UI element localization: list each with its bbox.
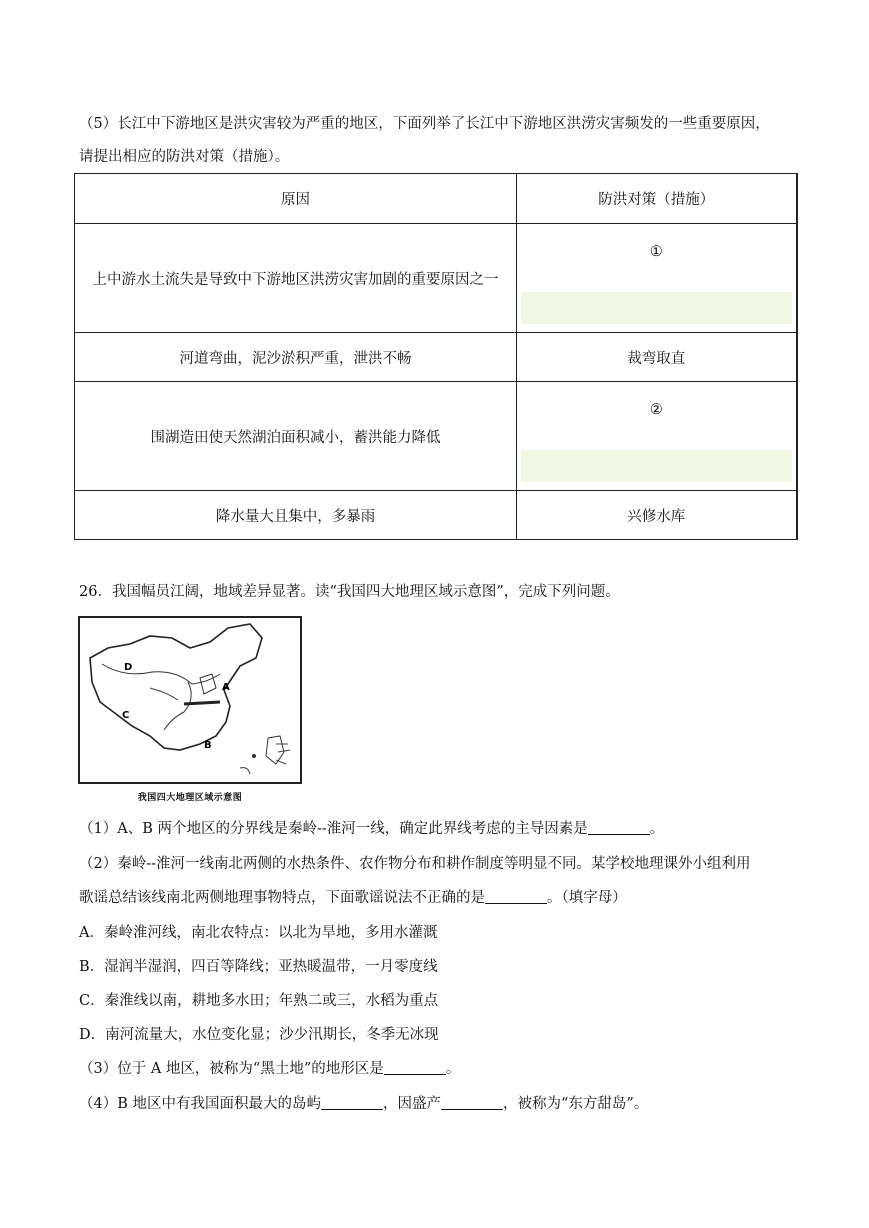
table-row xyxy=(75,382,797,491)
measure-cell xyxy=(517,224,797,333)
measure-cell: 裁弯取直 xyxy=(517,333,797,382)
q26-part1: （1）A、B 两个地区的分界线是秦岭--淮河一线，确定此界线考虑的主导因素是 。 xyxy=(79,821,665,837)
q26-part2-line2: 歌谣总结该线南北两侧地理事物特点，下面歌谣说法不正确的是 。（填字母） xyxy=(79,890,627,906)
measure-cell xyxy=(517,382,797,491)
q26-intro: 26．我国幅员江阔，地域差异显著。读“我国四大地理区域示意图”，完成下列问题。 xyxy=(79,584,620,600)
answer-blank-4[interactable] xyxy=(321,1095,383,1110)
header-cause: 原因 xyxy=(75,174,517,224)
answer-blank-3[interactable] xyxy=(384,1060,446,1075)
q26-part3: （3）位于 A 地区，被称为“黑土地”的地形区是 。 xyxy=(79,1061,461,1077)
table-row xyxy=(75,333,797,382)
china-outline-sketch xyxy=(80,618,300,782)
cause-cell: 降水量大且集中，多暴雨 xyxy=(75,491,517,540)
answer-blank-5[interactable] xyxy=(441,1095,503,1110)
map-label-c: C xyxy=(122,710,130,721)
option-a: A．秦岭淮河线，南北农特点：以北为旱地，多用水灌溉 xyxy=(79,925,438,941)
answer-blank-1[interactable] xyxy=(588,820,650,835)
table-row xyxy=(75,491,797,540)
option-c: C．秦淮线以南，耕地多水田；年熟二或三，水稻为重点 xyxy=(79,993,439,1009)
answer-number-1: ① xyxy=(649,244,663,260)
cause-cell: 上中游水土流失是导致中下游地区洪涝灾害加剧的重要原因之一 xyxy=(75,224,517,333)
q26-part4: （4）B 地区中有我国面积最大的岛屿 ，因盛产 ，被称为“东方甜岛”。 xyxy=(79,1096,649,1112)
q25-part5-line2: 请提出相应的防洪对策（措施）。 xyxy=(79,149,290,165)
map-label-b: B xyxy=(204,740,212,751)
cause-cell: 围湖造田使天然湖泊面积减小，蓄洪能力降低 xyxy=(75,382,517,491)
table-row xyxy=(75,224,797,333)
option-b: B．湿润半湿润，四百等降线；亚热暖温带，一月零度线 xyxy=(79,959,438,975)
china-regions-map xyxy=(78,616,302,784)
q26-part2-line1: （2）秦岭--淮河一线南北两侧的水热条件、农作物分布和耕作制度等明显不同。某学校地理课外小组利用 xyxy=(79,856,751,872)
map-label-a: A xyxy=(222,682,230,693)
q25-part5-line1: （5）长江中下游地区是洪灾害较为严重的地区，下面列举了长江中下游地区洪涝灾害频发的一些重要原因， xyxy=(79,116,770,132)
map-label-d: D xyxy=(124,662,133,673)
cause-cell: 河道弯曲，泥沙淤积严重，泄洪不畅 xyxy=(75,333,517,382)
answer-number-2: ② xyxy=(649,402,663,418)
table-header-row xyxy=(75,174,797,224)
answer-input-1[interactable] xyxy=(521,292,792,324)
measure-cell: 兴修水库 xyxy=(517,491,797,540)
map-caption: 我国四大地理区域示意图 xyxy=(137,793,243,803)
answer-blank-2[interactable] xyxy=(485,889,547,904)
flood-measures-table xyxy=(74,173,798,540)
header-measure: 防洪对策（措施） xyxy=(517,174,797,224)
answer-input-2[interactable] xyxy=(521,450,792,482)
option-d: D．南河流量大，水位变化显；沙少汛期长，冬季无冰现 xyxy=(79,1027,439,1043)
